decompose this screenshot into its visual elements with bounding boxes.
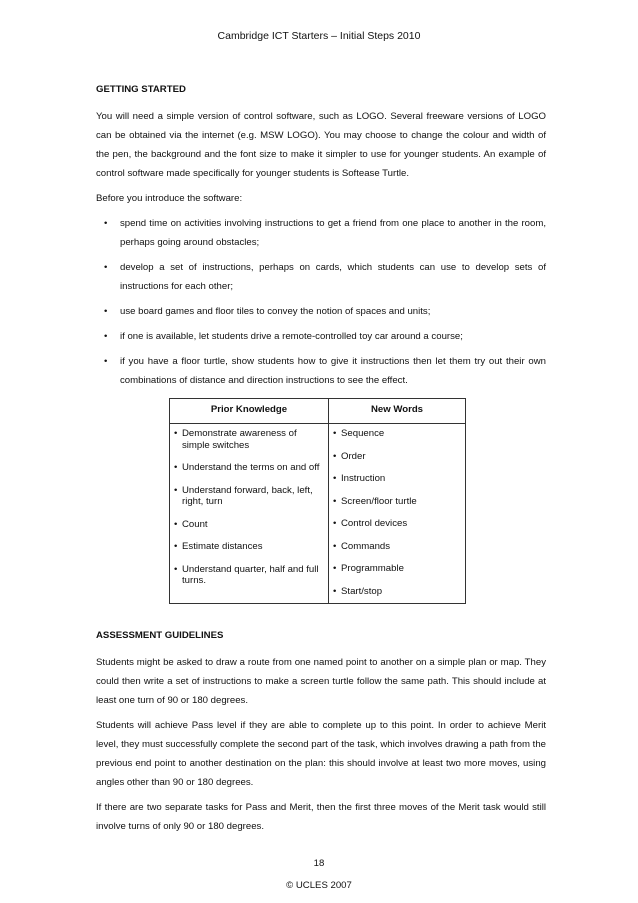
table-item: • Sequence (333, 428, 385, 439)
bullet-icon: • (104, 218, 108, 229)
bullet-icon: • (104, 356, 108, 367)
bullet-icon: • (333, 540, 337, 552)
main-content (96, 80, 546, 836)
table-item: • Commands (333, 540, 391, 552)
prior-knowledge-cell (170, 424, 329, 604)
table-item: • Understand the terms on and off (174, 462, 320, 473)
table-item: • Instruction (333, 473, 386, 484)
list-item: • if you have a floor turtle, show students how to give it instructions then let them try out their own combinations of distance and direction instructions to see the effect. (96, 352, 546, 390)
table-item: • Count (174, 518, 208, 530)
table-item: • Demonstrate awareness of simple switches (174, 428, 297, 451)
new-words-cell (329, 424, 466, 604)
activity-list (96, 214, 546, 390)
table-item: • Order (333, 450, 366, 462)
bullet-icon: • (104, 262, 108, 273)
bullet-icon: • (174, 484, 178, 496)
assessment-heading: ASSESSMENT GUIDELINES (96, 630, 224, 641)
bullet-icon: • (333, 473, 337, 484)
bullet-icon: • (174, 428, 178, 439)
getting-started-heading: GETTING STARTED (96, 84, 186, 95)
bullet-icon: • (174, 541, 178, 552)
bullet-icon: • (333, 563, 337, 574)
assessment-paragraph-1: Students might be asked to draw a route from one named point to another on a simple plan or map. They could then write a set of instructions to make a screen turtle follow the same path. This should include at least one turn of 90 or 180 degrees. (96, 657, 546, 706)
bullet-icon: • (333, 495, 337, 507)
bullet-icon: • (104, 331, 108, 342)
page-number: 18 (313, 858, 325, 869)
bullet-icon: • (333, 518, 337, 529)
knowledge-table (169, 398, 466, 604)
before-intro-text: Before you introduce the software: (96, 193, 243, 204)
table-item: • Control devices (333, 518, 408, 529)
intro-paragraph: You will need a simple version of control software, such as LOGO. Several freeware versions of LOGO can be obtained via the internet (e.g. MSW LOGO). You may choose to change the colour and width of the pen, the background and the font size to make it simpler to use for younger students. An example of control software made specifically for younger students is Softease Turtle. (96, 111, 546, 179)
copyright-notice: © UCLES 2007 (286, 880, 352, 891)
assessment-paragraph-2: Students will achieve Pass level if they are able to complete up to this point. In order to achieve Merit level, they must successfully complete the second part of the task, which involves drawing a path from the previous end point to another destination on the plan: this should involve at least two more moves, using angles other than 90 or 180 degrees. (96, 720, 546, 788)
assessment-paragraph-3: If there are two separate tasks for Pass and Merit, then the first three moves of the Merit task would still involve turns of only 90 or 180 degrees. (96, 802, 546, 832)
bullet-icon: • (333, 428, 337, 439)
list-item: • if one is available, let students drive a remote-controlled toy car around a course; (96, 327, 546, 346)
bullet-icon: • (174, 563, 178, 575)
bullet-icon: • (174, 518, 178, 530)
table-item: • Estimate distances (174, 541, 263, 552)
bullet-icon: • (104, 306, 108, 317)
bullet-icon: • (174, 462, 178, 473)
list-item: • develop a set of instructions, perhaps on cards, which students can use to develop sets of instructions for each other; (96, 258, 546, 296)
table-item: • Understand forward, back, left, right, turn (174, 484, 313, 507)
table-item: • Understand quarter, half and full turns. (174, 563, 319, 586)
new-words-header: New Words (329, 399, 466, 424)
bullet-icon: • (333, 450, 337, 462)
bullet-icon: • (333, 585, 337, 597)
list-item: • spend time on activities involving instructions to get a friend from one place to another in the room, perhaps going around obstacles; (96, 214, 546, 252)
page-header: Cambridge ICT Starters – Initial Steps 2010 (217, 30, 421, 42)
prior-knowledge-header: Prior Knowledge (170, 399, 329, 424)
table-item: • Screen/floor turtle (333, 495, 417, 507)
list-item: • use board games and floor tiles to convey the notion of spaces and units; (96, 302, 546, 321)
table-item: • Start/stop (333, 585, 383, 597)
table-item: • Programmable (333, 563, 404, 574)
